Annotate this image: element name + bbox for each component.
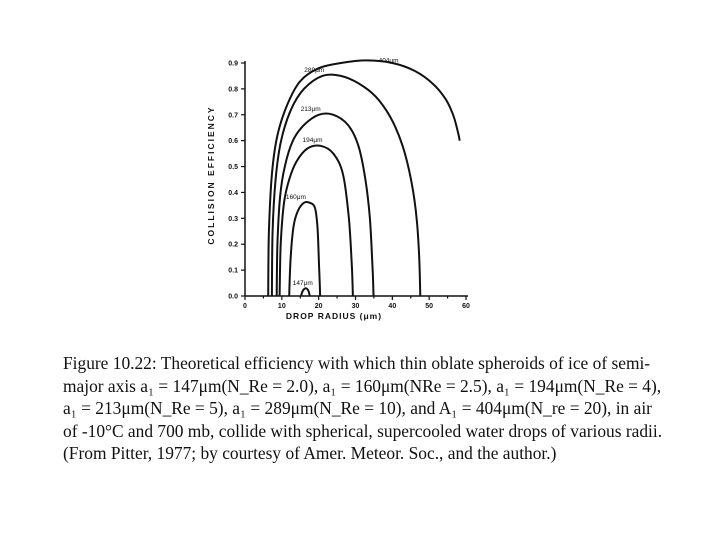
y-tick-label: 0.9 <box>228 60 238 68</box>
y-axis-label: COLLISION EFFICIENCY <box>206 105 216 245</box>
y-tick-label: 0.3 <box>228 215 238 223</box>
curve-213μm <box>277 114 374 296</box>
curve-289μm <box>272 75 420 296</box>
y-tick-label: 0.0 <box>228 293 238 301</box>
curve-404μm <box>268 60 460 296</box>
x-tick-label: 20 <box>314 303 323 310</box>
y-tick-label: 0.2 <box>228 241 238 249</box>
y-tick-label: 0.5 <box>228 164 238 172</box>
x-tick-label: 40 <box>388 303 397 310</box>
x-axis-label: DROP RADIUS (μm) <box>285 311 383 321</box>
x-tick-label: 10 <box>277 303 286 310</box>
curve-label-194μm: 194μm <box>302 136 323 144</box>
x-tick-label: 50 <box>425 303 434 310</box>
x-tick-label: 60 <box>462 303 470 310</box>
x-tick-label: 0 <box>243 303 247 310</box>
curve-label-289μm: 289μm <box>304 66 325 74</box>
curve-label-147μm: 147μm <box>292 280 313 288</box>
curves <box>268 60 460 296</box>
y-tick-label: 0.4 <box>228 189 238 197</box>
y-tick-label: 0.6 <box>228 138 238 146</box>
collision-efficiency-chart <box>190 45 490 335</box>
curve-label-213μm: 213μm <box>300 105 321 113</box>
figure-caption: Figure 10.22: Theoretical efficiency with which thin oblate spheroids of ice of semi-major axis a₁ = 147μm(N_Re = 2.0), a₁ = 160μm(NRe = 2.5), a₁ = 194μm(N_Re = 4), a₁ = 213μm(N_Re = 5), a₁ = 289μm(N_Re = 10), and A₁ = 404μm(N_re = 20), in air of -10°C and 700 mb, collide with spherical, supercooled water drops of various radii. (From Pitter, 1977; by courtesy of Amer. Meteor. Soc., and the author.) <box>63 353 663 464</box>
axes <box>228 61 470 311</box>
y-tick-label: 0.8 <box>228 86 238 94</box>
curve-label-160μm: 160μm <box>285 193 306 201</box>
y-tick-label: 0.7 <box>228 112 238 120</box>
curve-147μm <box>301 288 310 296</box>
y-tick-label: 0.1 <box>228 267 238 275</box>
x-tick-label: 30 <box>351 303 360 310</box>
curve-label-404μm: 404μm <box>378 57 399 65</box>
